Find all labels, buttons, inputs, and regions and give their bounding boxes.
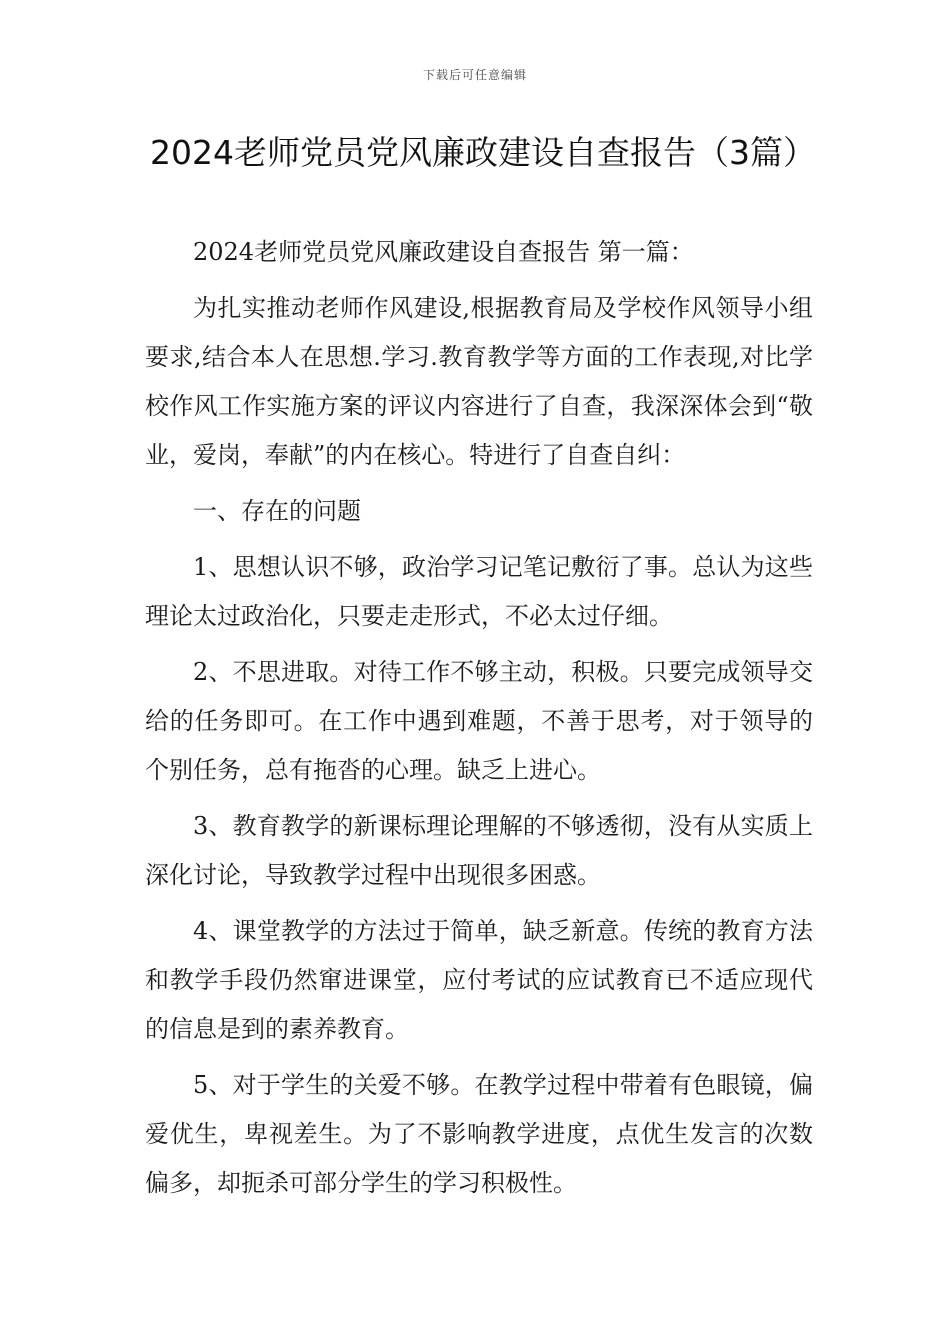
paragraph-item-3: 3、教育教学的新课标理论理解的不够透彻，没有从实质上深化讨论，导致教学过程中出现很多困惑。 <box>145 812 813 889</box>
paragraph-item-1: 1、思想认识不够，政治学习记笔记敷衍了事。总认为这些理论太过政治化，只要走走形式，不必太过仔细。 <box>145 553 813 630</box>
paragraph-intro: 为扎实推动老师作风建设,根据教育局及学校作风领导小组要求,结合本人在思想.学习.教育教学等方面的工作表现,对比学校作风工作实施方案的评议内容进行了自查，我深深体会到“敬业，爱岗，奉献”的内在核心。特进行了自查自纠： <box>145 294 813 469</box>
paragraph-section-heading: 2024老师党员党风廉政建设自查报告 第一篇： <box>193 238 694 266</box>
paragraph-problems-heading: 一、存在的问题 <box>193 497 361 525</box>
header-note: 下载后可任意编辑 <box>422 68 527 82</box>
document-title: 2024老师党员党风廉政建设自查报告（3篇） <box>150 133 816 172</box>
paragraph-item-5: 5、对于学生的关爱不够。在教学过程中带着有色眼镜，偏爱优生，卑视差生。为了不影响教学进度，点优生发言的次数偏多，却扼杀可部分学生的学习积极性。 <box>145 1071 813 1197</box>
paragraph-item-4: 4、课堂教学的方法过于简单，缺乏新意。传统的教育方法和教学手段仍然窜进课堂，应付考试的应试教育已不适应现代的信息是到的素养教育。 <box>145 917 813 1043</box>
paragraph-item-2: 2、不思进取。对待工作不够主动，积极。只要完成领导交给的任务即可。在工作中遇到难题，不善于思考，对于领导的个别任务，总有拖沓的心理。缺乏上进心。 <box>145 658 813 784</box>
document-body <box>145 228 813 1208</box>
